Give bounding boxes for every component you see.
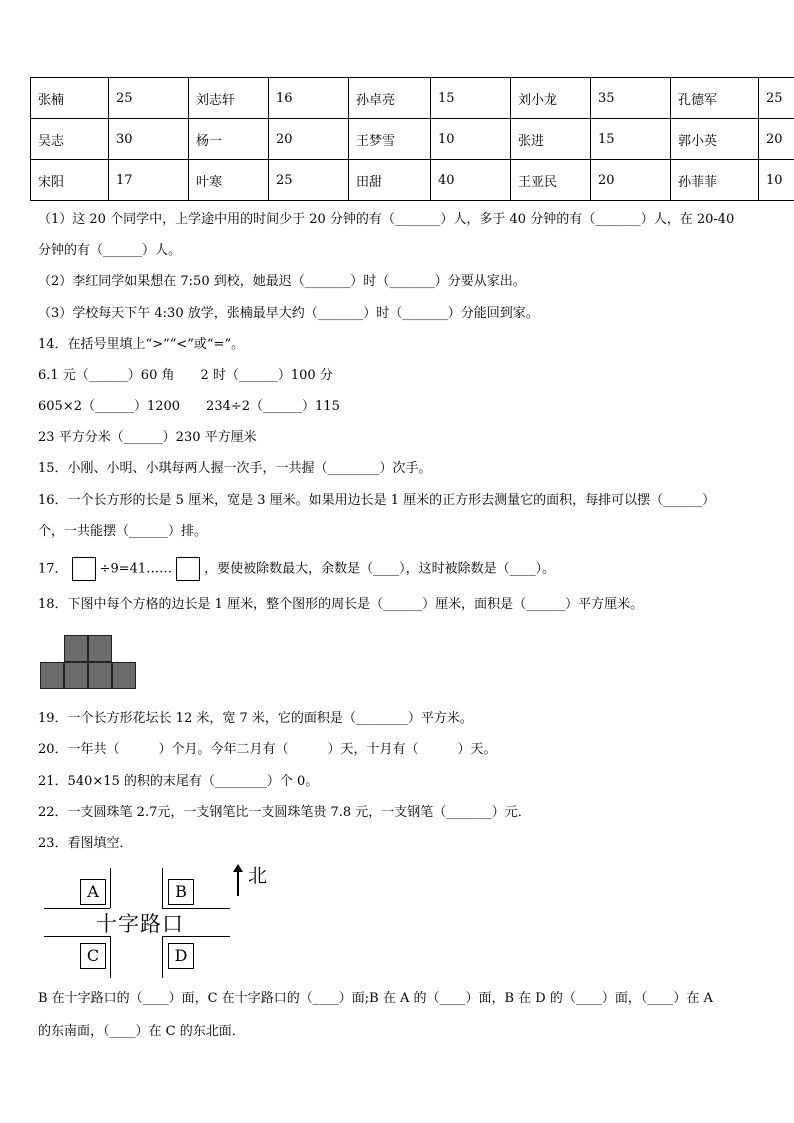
q13-part1-line2: 分钟的有（______）人。 [38, 243, 182, 258]
student-name-cell: 孙菲菲 [671, 160, 759, 201]
grid-square [88, 635, 112, 662]
q19: 19．一个长方形花坛长 12 米，宽 7 米，它的面积是（________）平方米。 [38, 711, 473, 726]
minutes-cell: 25 [269, 160, 349, 201]
q14-title: 14．在括号里填上“>”“<”或“=”。 [38, 337, 245, 352]
student-name-cell: 叶寒 [189, 160, 269, 201]
q13-part2: （2）李红同学如果想在 7:50 到校，她最迟（_______）时（_______）分要从家出。 [38, 274, 526, 289]
q14-line3: 23 平方分米（______）230 平方厘米 [38, 430, 257, 445]
label-c: C [80, 943, 106, 969]
q23-line1: B 在十字路口的（____）面，C 在十字路口的（____）面;B 在 A 的（____）面，B 在 D 的（____）面，（____）在 A [38, 991, 713, 1006]
minutes-cell: 30 [109, 119, 189, 160]
student-name-cell: 宋阳 [31, 160, 109, 201]
q17 [38, 557, 555, 582]
q13-part1-line1: （1）这 20 个同学中，上学途中用的时间少于 20 分钟的有（_______）人，多于 40 分钟的有（_______）人，在 20-40 [38, 212, 735, 227]
q15: 15．小刚、小明、小琪每两人握一次手，一共握（________）次手。 [38, 461, 432, 476]
student-name-cell: 吴志 [31, 119, 109, 160]
student-name-cell: 郭小英 [671, 119, 759, 160]
grid-square [112, 662, 136, 689]
q14-line2: 605×2（______）1200 234÷2（______）115 [38, 399, 340, 414]
minutes-cell: 20 [759, 119, 794, 160]
minutes-cell: 17 [109, 160, 189, 201]
student-name-cell: 刘小龙 [511, 78, 591, 119]
student-name-cell: 杨一 [189, 119, 269, 160]
table-row [31, 78, 794, 119]
label-a: A [80, 879, 106, 905]
q17-question: ，要使被除数最大，余数是（____），这时被除数是（____）。 [204, 561, 556, 577]
q16-line2: 个，一共能摆（______）排。 [38, 524, 208, 539]
road-edge [162, 868, 163, 908]
label-d: D [168, 943, 194, 969]
student-name-cell: 王亚民 [511, 160, 591, 201]
student-name-cell: 张进 [511, 119, 591, 160]
minutes-cell: 10 [431, 119, 511, 160]
student-name-cell: 张楠 [31, 78, 109, 119]
dividend-box [72, 557, 96, 581]
minutes-cell: 16 [269, 78, 349, 119]
student-name-cell: 田甜 [349, 160, 431, 201]
grid-square [64, 662, 88, 689]
road-edge [110, 868, 111, 908]
q17-equation: ÷9=41…… [99, 561, 173, 577]
road-edge [110, 936, 111, 978]
minutes-cell: 15 [431, 78, 511, 119]
q16-line1: 16．一个长方形的长是 5 厘米，宽是 3 厘米。如果用边长是 1 厘米的正方形去测量它的面积，每排可以摆（______） [38, 493, 716, 508]
table-row [31, 160, 794, 201]
grid-square [88, 662, 112, 689]
grid-square [64, 635, 88, 662]
minutes-cell: 25 [759, 78, 794, 119]
minutes-cell: 25 [109, 78, 189, 119]
student-name-cell: 王梦雪 [349, 119, 431, 160]
q21: 21．540×15 的积的末尾有（________）个 0。 [38, 774, 319, 789]
minutes-cell: 40 [431, 160, 511, 201]
student-name-cell: 刘志轩 [189, 78, 269, 119]
minutes-cell: 20 [591, 160, 671, 201]
remainder-box [176, 557, 200, 581]
q22: 22．一支圆珠笔 2.7元，一支钢笔比一支圆珠笔贵 7.8 元，一支钢笔（_______）元． [38, 805, 531, 820]
minutes-cell: 15 [591, 119, 671, 160]
q17-number: 17． [38, 561, 68, 577]
q13-part3: （3）学校每天下午 4:30 放学，张楠最早大约（_______）时（_______）分能回到家。 [38, 306, 539, 321]
north-arrow-shaft [237, 868, 239, 896]
label-b: B [168, 879, 194, 905]
q20: 20．一年共（ ）个月。今年二月有（ ）天，十月有（ ）天。 [38, 742, 497, 757]
square-grid-figure [40, 635, 138, 691]
minutes-cell: 10 [759, 160, 794, 201]
q14-line1: 6.1 元（______）60 角 2 时（______）100 分 [38, 368, 333, 383]
q23-line2: 的东南面，（____）在 C 的东北面． [38, 1024, 245, 1039]
crossroads-label: 十字路口 [96, 912, 184, 936]
table-row [31, 119, 794, 160]
minutes-cell: 20 [269, 119, 349, 160]
student-name-cell: 孔德军 [671, 78, 759, 119]
q18: 18．下图中每个方格的边长是 1 厘米，整个图形的周长是（______）厘米，面积是（______）平方厘米。 [38, 597, 644, 612]
student-name-cell: 孙卓亮 [349, 78, 431, 119]
q23-title: 23．看图填空． [38, 836, 133, 851]
road-edge [162, 936, 163, 978]
commute-time-table [30, 77, 794, 201]
north-label: 北 [248, 865, 268, 887]
crossroads-diagram [40, 858, 280, 983]
minutes-cell: 35 [591, 78, 671, 119]
grid-square [40, 662, 64, 689]
